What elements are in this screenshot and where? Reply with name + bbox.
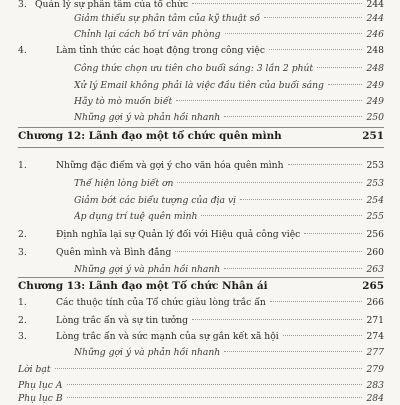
dot-leader: [175, 251, 362, 252]
page-number: 256: [366, 229, 384, 240]
toc-item: [18, 315, 384, 327]
item-number: 3.: [18, 247, 27, 258]
item-number: 4.: [18, 45, 27, 56]
toc-chapter: [18, 130, 384, 142]
item-number: 1.: [18, 160, 27, 171]
dot-leader: [192, 3, 362, 4]
toc-subitem: [18, 80, 384, 92]
subitem-title: Xử lý Email không phải là việc đầu tiên của buổi sáng: [74, 80, 324, 91]
chapter-rule: [18, 127, 384, 128]
toc-subitem: [18, 211, 384, 223]
subitem-title: Những gợi ý và phản hồi nhanh: [74, 264, 221, 275]
dot-leader: [201, 215, 362, 216]
toc-back-matter: [18, 380, 384, 392]
toc-subitem: [18, 112, 384, 124]
toc-subitem: [18, 13, 384, 25]
item-title: Những đặc điểm và gợi ý cho văn hóa quên mình: [56, 160, 284, 171]
page-number: 274: [366, 331, 384, 342]
subitem-title: Hãy tò mò muốn biết: [74, 96, 173, 107]
subitem-title: Những gợi ý và phản hồi nhanh: [74, 112, 221, 123]
page-number: 246: [366, 29, 384, 40]
page-number: 253: [366, 178, 384, 189]
page-number: 279: [366, 364, 384, 375]
toc-item: [18, 247, 384, 259]
subitem-title: Áp dụng trí tuệ quên mình: [74, 211, 198, 222]
page-number: 263: [366, 264, 384, 275]
back-matter-title: Phụ lục B: [18, 393, 63, 404]
dot-leader: [67, 384, 363, 385]
page-number: 244: [366, 13, 384, 24]
subitem-title: Thể hiện lòng biết ơn: [74, 178, 174, 189]
chapter-spacer: [286, 135, 359, 136]
page-number: 266: [366, 297, 384, 308]
dot-leader: [224, 116, 362, 117]
toc-item: [18, 45, 384, 57]
item-title: Định nghĩa lại sự Quản lý đối với Hiệu quả công việc: [56, 229, 301, 240]
dot-leader: [55, 368, 363, 369]
item-number: 3.: [18, 331, 27, 342]
dot-leader: [317, 67, 362, 68]
subitem-title: Công thức chọn ưu tiên cho buổi sáng: 3 lần 2 phút: [74, 63, 314, 74]
dot-leader: [224, 268, 362, 269]
item-number: 3.: [18, 0, 27, 10]
dot-leader: [288, 164, 363, 165]
toc-chapter: [18, 280, 384, 292]
subitem-title: Giảm thiểu sự phân tâm của kỹ thuật số: [74, 13, 260, 24]
toc-item: [18, 297, 384, 309]
toc-item: [18, 229, 384, 241]
toc-subitem: [18, 63, 384, 75]
toc-subitem: [18, 29, 384, 41]
toc-subitem: [18, 178, 384, 190]
item-title: Các thuộc tính của Tổ chức giàu lòng trắc ẩn: [56, 297, 266, 308]
page-number: 283: [366, 380, 384, 391]
dot-leader: [177, 182, 362, 183]
chapter-title: Chương 13: Lãnh đạo một Tổ chức Nhân ái: [18, 280, 268, 292]
page-number: 248: [366, 45, 384, 56]
page-number: 271: [366, 315, 384, 326]
page-number: 248: [366, 63, 384, 74]
dot-leader: [264, 17, 362, 18]
toc-back-matter: [18, 393, 384, 405]
item-title: Quản lý sự phân tâm của tổ chức: [35, 0, 189, 10]
dot-leader: [192, 319, 362, 320]
subitem-title: Những gợi ý và phản hồi nhanh: [74, 347, 221, 358]
dot-leader: [269, 49, 362, 50]
dot-leader: [176, 100, 362, 101]
page-number: 277: [366, 347, 384, 358]
dot-leader: [270, 301, 363, 302]
dot-leader: [240, 199, 362, 200]
dot-leader: [328, 84, 363, 85]
item-number: 1.: [18, 297, 27, 308]
page-number: 244: [366, 0, 384, 10]
page-number: 255: [366, 211, 384, 222]
page-number: 260: [366, 247, 384, 258]
page-number: 254: [366, 195, 384, 206]
page-number: 284: [366, 393, 384, 404]
toc-subitem: [18, 195, 384, 207]
back-matter-title: Lời bạt: [18, 364, 51, 375]
item-title: Quên mình và Bình đẳng: [56, 247, 172, 258]
item-title: Lòng trắc ẩn và sự tin tưởng: [56, 315, 188, 326]
dot-leader: [304, 233, 362, 234]
page-number: 265: [362, 280, 384, 292]
page-number: 253: [366, 160, 384, 171]
chapter-rule: [18, 277, 384, 278]
toc-subitem: [18, 264, 384, 276]
dot-leader: [67, 397, 363, 398]
page-number: 250: [366, 112, 384, 123]
toc-subitem: [18, 347, 384, 359]
item-title: Lòng trắc ẩn và sức mạnh của sự gắn kết xã hội: [56, 331, 279, 342]
toc-back-matter: [18, 364, 384, 376]
subitem-title: Chỉnh lại cách bố trí văn phòng: [74, 29, 221, 40]
page-number: 251: [362, 130, 384, 142]
item-title: Làm tỉnh thức các hoạt động trong công việc: [56, 45, 265, 56]
page-number: 249: [366, 96, 384, 107]
chapter-rule: [18, 147, 384, 148]
chapter-spacer: [272, 285, 359, 286]
item-number: 2.: [18, 229, 27, 240]
toc-item: [18, 160, 384, 172]
item-number: 2.: [18, 315, 27, 326]
back-matter-title: Phụ lục A: [18, 380, 63, 391]
subitem-title: Giảm bớt các biểu tượng của địa vị: [74, 195, 237, 206]
dot-leader: [283, 335, 363, 336]
toc-item: [18, 331, 384, 343]
page-number: 249: [366, 80, 384, 91]
dot-leader: [224, 351, 362, 352]
toc-item: [18, 0, 384, 11]
chapter-title: Chương 12: Lãnh đạo một tổ chức quên mình: [18, 130, 282, 142]
toc-subitem: [18, 96, 384, 108]
dot-leader: [225, 33, 363, 34]
